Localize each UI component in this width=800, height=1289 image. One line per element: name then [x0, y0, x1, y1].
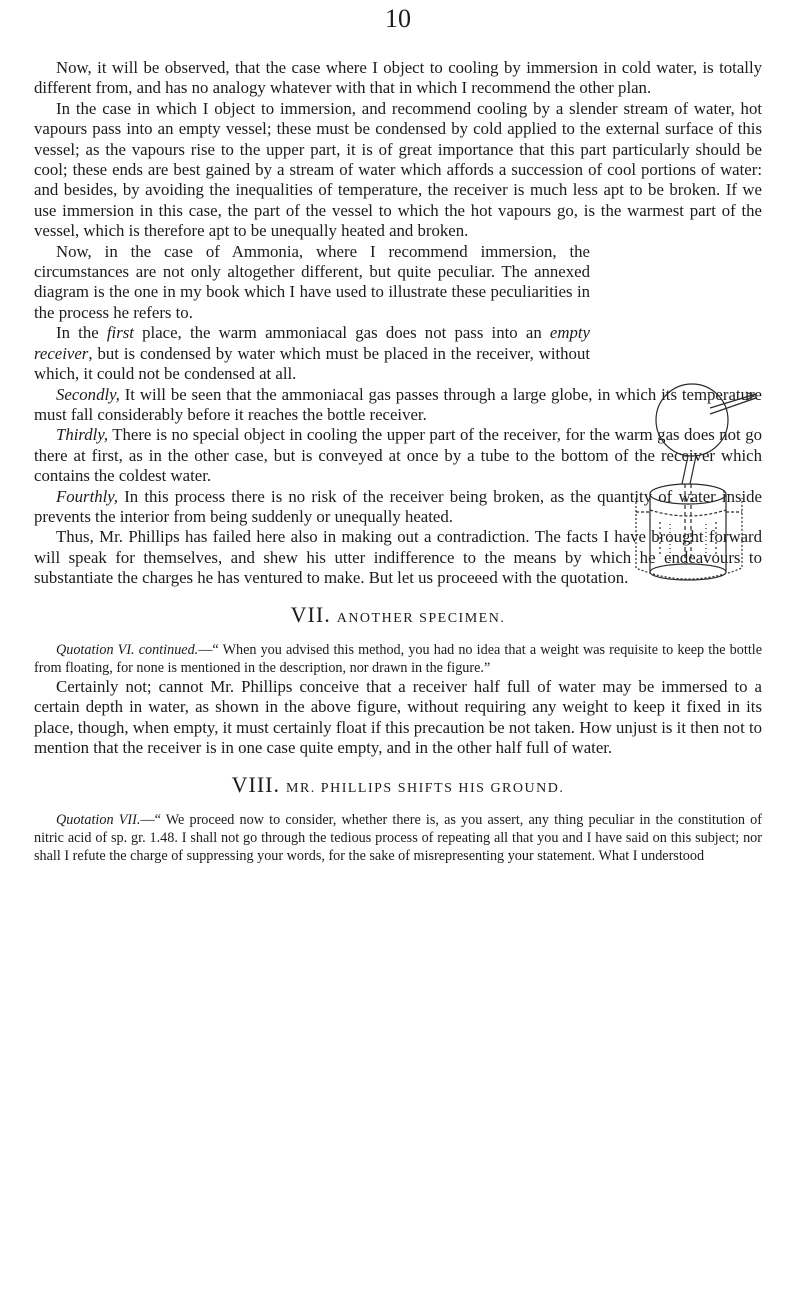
section-heading-viii: VIII. MR. PHILLIPS SHIFTS HIS GROUND. [231, 771, 565, 797]
paragraph-5: Secondly, It will be seen that the ammoniacal gas passes through a large globe, in which its temperature must fall considerably before it reaches the bottle receiver. [34, 384, 762, 424]
emphasis-first: first [106, 323, 134, 343]
quotation-vii: Quotation VII.—“ We proceed now to consider, whether there is, as you assert, any thing peculiar in the constitution of nitric acid of sp. gr. 1.48. I shall not go through the tedious process of repeating all that you and I have said on this subject; nor shall I refute the charge of suppressing your words, for the sake of misrepresenting your statement. What I understood [34, 811, 763, 864]
paragraph-1: Now, it will be observed, that the case where I object to cooling by immersion in cold water, is totally different from, and has no analogy whatever with that in which I recommend the other plan. [34, 58, 762, 98]
figure-text-block [34, 242, 762, 385]
reply-vi: Certainly not; cannot Mr. Phillips conceive that a receiver half full of water may be immersed to a certain depth in water, as shown in the above figure, without requiring any weight to keep it fixed in its place, though, when empty, it must certainly float if this precaution be not taken. How unjust is it then not to mention that the receiver is in one case quite empty, and in the other half full of water. [34, 676, 762, 758]
receiver-top [650, 484, 726, 504]
inner-tube [685, 484, 691, 562]
page-number: 10 [385, 4, 411, 33]
receiver-walls [650, 494, 726, 572]
paragraph-6: Thirdly, There is no special object in cooling the upper part of the receiver, for the warm gas does not go there at first, as in the other case, but is conveyed at once by a tube to the bottom of the receiver which contains the coldest water. [34, 425, 762, 486]
paragraph-4: In the first place, the warm ammoniacal gas does not pass into an empty receiver, but is condensed by water which must be placed in the receiver, without which, it could not be condensed at all. [34, 323, 590, 384]
quotation-vi: Quotation VI. continued.—“ When you advised this method, you had no idea that a weight was requisite to keep the bottle from floating, for none is mentioned in the description, nor drawn in the figure.” [34, 641, 762, 676]
paragraph-3: Now, in the case of Ammonia, where I recommend immersion, the circumstances are not only altogether different, but quite peculiar. The annexed diagram is the one in my book which I have used to illustrate these peculiarities in the process he refers to. [34, 241, 590, 322]
neck-tube [682, 456, 696, 484]
receiver-bottom [650, 564, 726, 580]
globe-shape [656, 384, 728, 456]
section-heading-vii: VII. ANOTHER SPECIMEN. [290, 601, 506, 627]
paragraph-2: In the case in which I object to immersion, and recommend cooling by a slender stream of water, hot vapours pass into an empty vessel; these must be condensed by cold applied to the external surface of this vessel; as the vapours rise to the upper part, it is of great importance that this part particularly should be cool; these ends are best gained by a stream of water which affords a succession of cool portions of water: and besides, by avoiding the inequalities of temperature, the receiver is much less apt to be broken. If we use immersion in this case, the part of the vessel to which the hot vapours go, is the warmest part of the vessel, which is therefore apt to be unequally heated and broken. [34, 98, 762, 241]
emphasis-empty-receiver: empty receiver [34, 323, 590, 363]
paragraph-7: Fourthly, In this process there is no risk of the receiver being broken, as the quantity of water inside prevents the interior from being suddenly or unequally heated. [34, 486, 762, 526]
paragraph-8: Thus, Mr. Phillips has failed here also in making out a contradiction. The facts I have brought forward will speak for themselves, and shew his utter indifference to the means by which he endeavours to substantiate the charges he has ventured to make. But let us proceeed with the quotation. [34, 527, 762, 588]
side-tube [710, 394, 756, 414]
apparatus-diagram [630, 372, 760, 592]
